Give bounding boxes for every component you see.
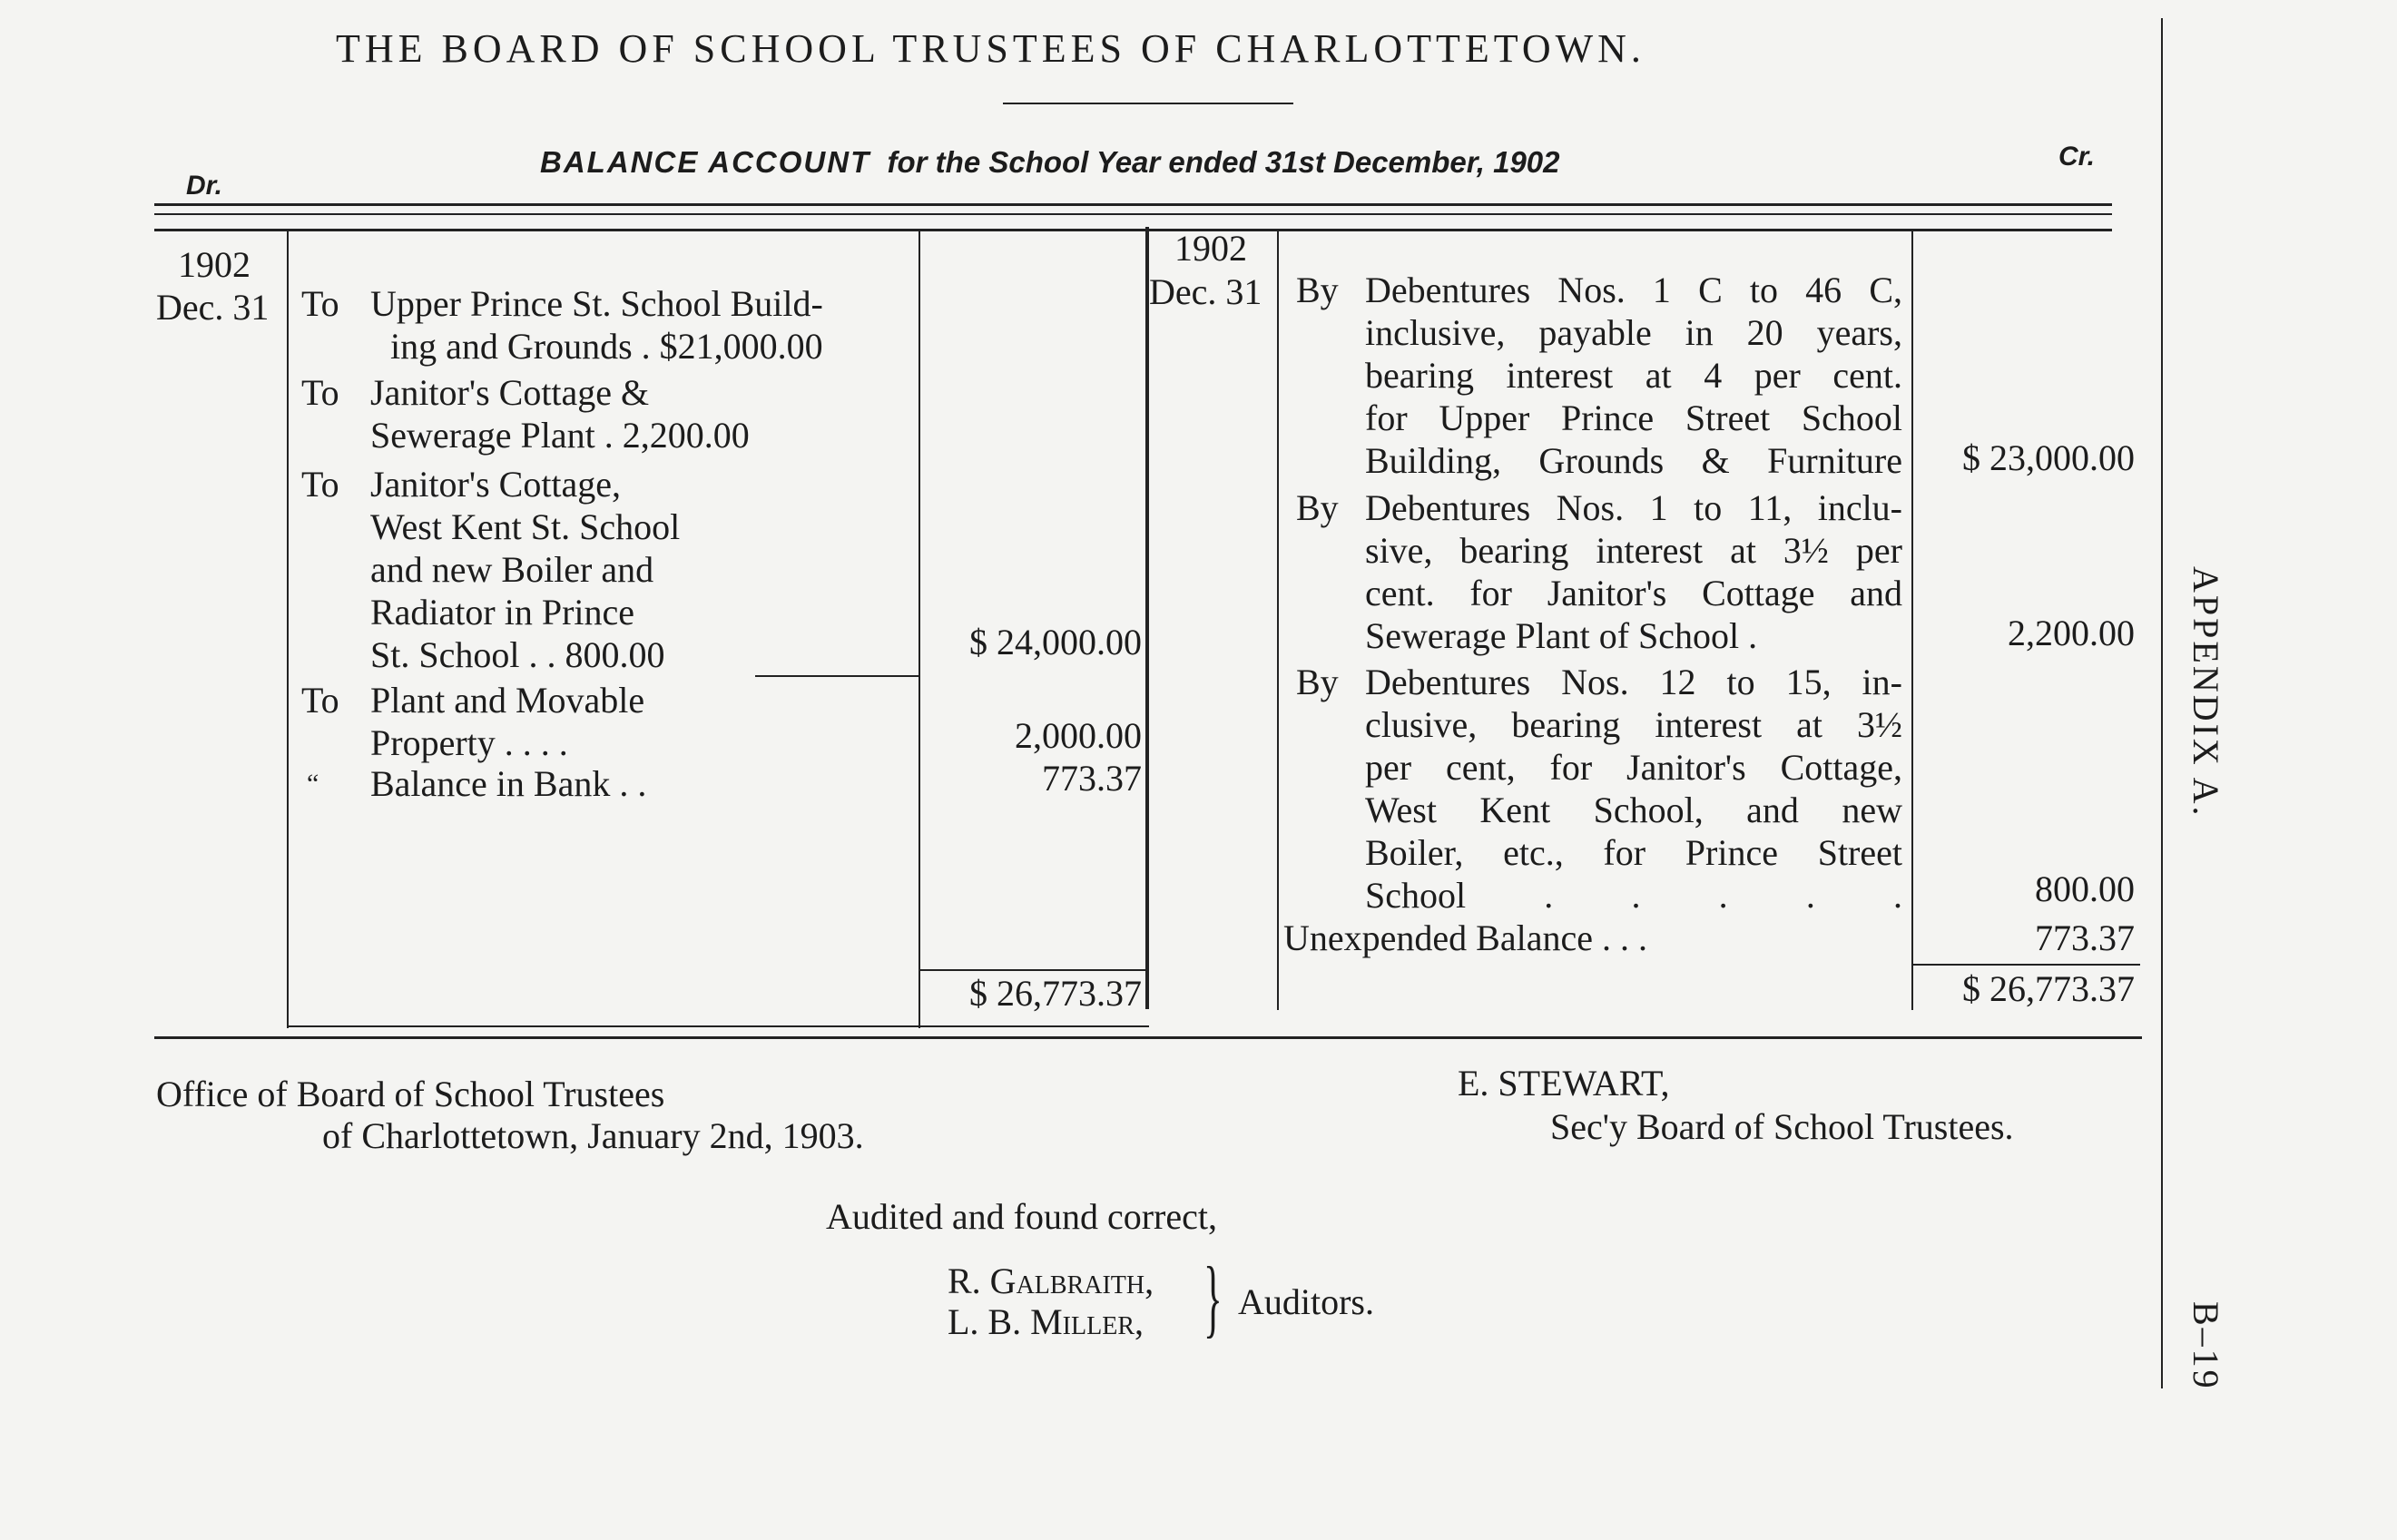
credit-date: Dec. 31 — [1149, 271, 1262, 312]
debit-entry-3 — [301, 463, 919, 676]
debit-entry-line: West Kent St. School — [370, 506, 681, 547]
debit-entry-line: Janitor's Cottage & — [370, 372, 650, 413]
credit-entry-3 — [1296, 661, 1902, 917]
debit-entry-line: Radiator in Prince — [370, 592, 635, 633]
debit-entry-line: Plant and Movable — [370, 680, 645, 721]
debit-entry-2 — [301, 371, 900, 456]
credit-entry-prefix: By — [1296, 487, 1339, 528]
top-rule-1 — [154, 203, 2112, 206]
credit-entry-line: for Upper Prince Street School — [1365, 397, 1902, 438]
col-rule-credit-text — [1911, 231, 1913, 1010]
bottom-rule — [154, 1036, 2142, 1039]
debit-entry-4 — [301, 679, 919, 764]
credit-entry-line: School . . . . . — [1365, 875, 1902, 916]
credit-entry-line: Building, Grounds & Furniture — [1365, 440, 1902, 481]
account-heading-bold: BALANCE ACCOUNT — [540, 145, 871, 179]
cr-label: Cr. — [2058, 142, 2096, 172]
debit-entry-line: Balance in Bank . . — [370, 763, 647, 804]
col-rule-divider — [1145, 227, 1149, 1009]
debit-entry-line: ing and Grounds . $21,000.00 — [390, 326, 823, 367]
board-title: THE BOARD OF SCHOOL TRUSTEES OF CHARLOTTETOWN. — [336, 26, 1645, 71]
auditors-brace: } — [1203, 1249, 1223, 1346]
debit-amount-3: 773.37 — [1042, 758, 1142, 799]
audited-line: Audited and found correct, — [826, 1196, 1217, 1237]
credit-entry-line: Sewerage Plant of School . — [1365, 615, 1758, 656]
credit-entry-1 — [1296, 269, 1902, 482]
debit-subtotal-rule — [755, 675, 919, 677]
credit-entry-line: Debentures Nos. 1 C to 46 C, — [1365, 270, 1902, 310]
debit-amount-1: $ 24,000.00 — [969, 622, 1142, 662]
credit-entry-line: clusive, bearing interest at 3½ — [1365, 704, 1902, 745]
page-reference: B–19 — [2186, 1301, 2226, 1391]
auditors-label: Auditors. — [1238, 1281, 1374, 1322]
top-rule-3 — [154, 229, 2112, 231]
credit-entry-2 — [1296, 486, 1902, 657]
credit-year: 1902 — [1174, 228, 1247, 269]
debit-amount-2: 2,000.00 — [1015, 715, 1142, 756]
credit-entry-prefix: By — [1296, 270, 1339, 310]
debit-date: Dec. 31 — [156, 287, 270, 328]
margin-rule — [2161, 18, 2163, 1388]
credit-entry-line: inclusive, payable in 20 years, — [1365, 312, 1902, 353]
debit-entry-prefix: To — [301, 464, 339, 505]
unexpended-balance-amount: 773.37 — [2035, 917, 2135, 958]
debit-entry-line: Property . . . . — [370, 722, 568, 763]
debit-entry-prefix: To — [301, 283, 339, 324]
col-rule-credit-date — [1277, 231, 1279, 1010]
debit-entry-line: and new Boiler and — [370, 549, 654, 590]
credit-amount-3: 800.00 — [2035, 868, 2135, 909]
debit-entry-5 — [307, 762, 924, 805]
credit-entry-line: bearing interest at 4 per cent. — [1365, 355, 1902, 396]
debit-entry-line: Sewerage Plant . 2,200.00 — [370, 415, 750, 456]
auditor-1: R. Galbraith, — [948, 1260, 1154, 1301]
credit-amount-2: 2,200.00 — [2008, 613, 2135, 653]
account-heading — [540, 145, 1560, 181]
bottom-rule-left — [287, 1025, 1149, 1027]
credit-entry-line: Debentures Nos. 1 to 11, inclu- — [1365, 487, 1902, 528]
title-rule — [1003, 103, 1293, 104]
debit-entry-1 — [301, 282, 900, 368]
appendix-label: APPENDIX A. — [2186, 566, 2226, 819]
debit-entry-prefix: “ — [307, 769, 319, 799]
col-rule-debit-text — [919, 231, 920, 1028]
credit-entry-line: Debentures Nos. 12 to 15, in- — [1365, 662, 1902, 702]
dr-label: Dr. — [186, 171, 223, 201]
debit-entry-line: Janitor's Cottage, — [370, 464, 622, 505]
debit-total-rule — [919, 969, 1145, 971]
credit-amount-1: $ 23,000.00 — [1962, 437, 2135, 478]
auditor-2: L. B. Miller, — [948, 1301, 1144, 1342]
unexpended-balance-label: Unexpended Balance . . . — [1283, 917, 1647, 958]
credit-entry-prefix: By — [1296, 662, 1339, 702]
office-line-1: Office of Board of School Trustees — [156, 1074, 665, 1114]
secretary-name: E. STEWART, — [1458, 1063, 1670, 1104]
office-line-2: of Charlottetown, January 2nd, 1903. — [322, 1115, 864, 1156]
debit-entry-prefix: To — [301, 372, 339, 413]
credit-entry-line: West Kent School, and new — [1365, 790, 1902, 830]
credit-total: $ 26,773.37 — [1962, 968, 2135, 1009]
credit-entry-line: cent. for Janitor's Cottage and — [1365, 573, 1902, 613]
debit-entry-prefix: To — [301, 680, 339, 721]
credit-entry-line: per cent, for Janitor's Cottage, — [1365, 747, 1902, 788]
debit-year: 1902 — [178, 244, 251, 285]
debit-total: $ 26,773.37 — [969, 973, 1142, 1014]
top-rule-2 — [154, 213, 2112, 215]
credit-entry-line: Boiler, etc., for Prince Street — [1365, 832, 1902, 873]
credit-entry-line: sive, bearing interest at 3½ per — [1365, 530, 1902, 571]
debit-entry-line: St. School . . 800.00 — [370, 634, 665, 675]
credit-total-rule — [1913, 964, 2140, 966]
account-heading-rest: for the School Year ended 31st December, 1902 — [887, 145, 1560, 179]
debit-entry-line: Upper Prince St. School Build- — [370, 283, 823, 324]
secretary-title: Sec'y Board of School Trustees. — [1550, 1106, 2014, 1147]
col-rule-debit-date — [287, 231, 289, 1028]
